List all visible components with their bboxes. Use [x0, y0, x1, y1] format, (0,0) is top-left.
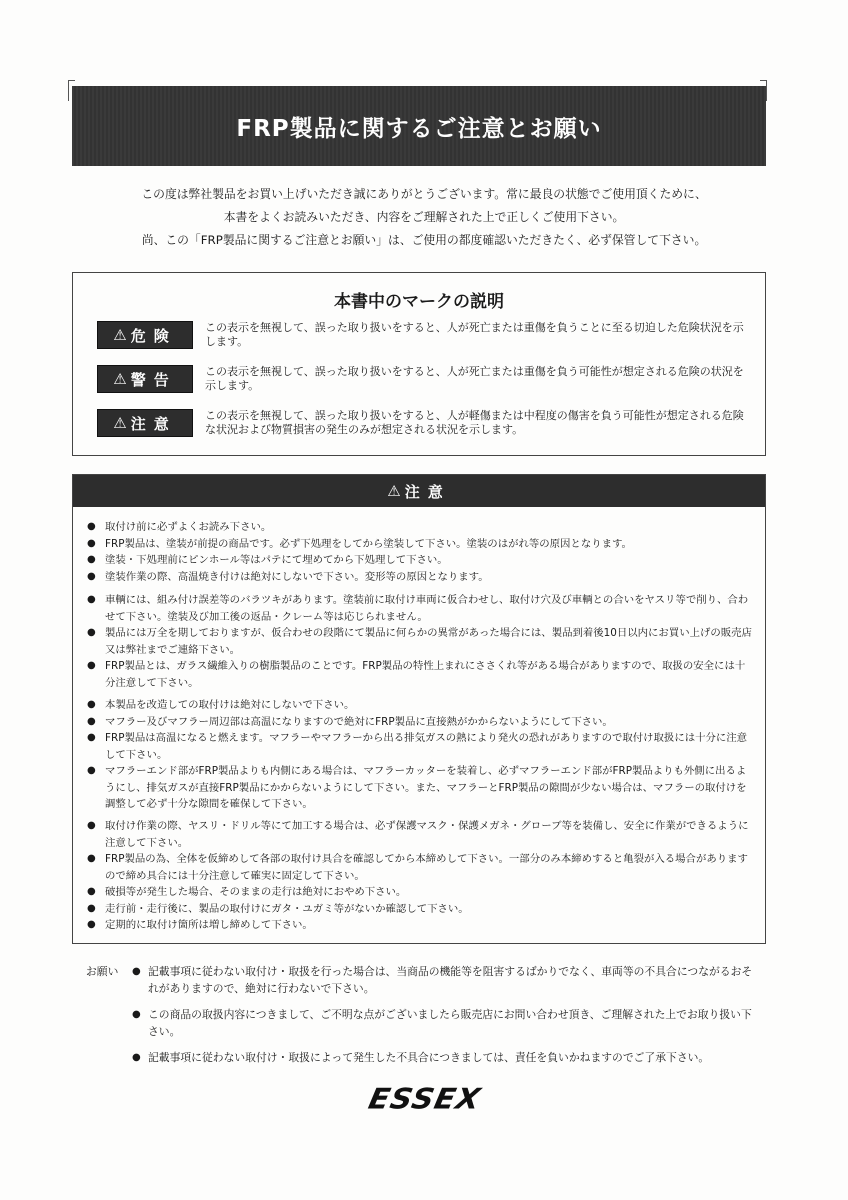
title-banner: [72, 86, 766, 166]
list-item: ● 取付け前に必ずよくお読み下さい。: [87, 519, 755, 536]
intro-line: この度は弊社製品をお買い上げいただき誠にありがとうございます。常に最良の状態でご使用頂くために、: [141, 187, 707, 201]
badge-label: 注意: [130, 414, 177, 433]
warning-badge: [97, 365, 193, 393]
list-item: ● FRP製品の為、全体を仮締めして各部の取付け具合を確認してから本締めして下さい。一部分のみ本締めすると亀裂が入る場合がありますので締め具合には十分注意して確実に固定して下さい。: [87, 851, 755, 884]
list-item: ● 塗装作業の際、高温焼き付けは絶対にしないで下さい。変形等の原因となります。: [87, 569, 755, 586]
mark-description: この表示を無視して、誤った取り扱いをすると、人が死亡または重傷を負う可能性が想定される危険の状況を示します。: [205, 365, 744, 392]
list-item: ● FRP製品は、塗装が前提の商品です。必ず下処理をしてから塗装して下さい。塗装のはがれ等の原因となります。: [87, 536, 755, 553]
caution-group-2: [87, 592, 755, 691]
mark-description: この表示を無視して、誤った取り扱いをすると、人が軽傷または中程度の傷害を負う可能性が想定される危険な状況および物質損害の発生のみが想定される状況を示します。: [205, 409, 744, 436]
list-item: ● FRP製品とは、ガラス繊維入りの樹脂製品のことです。FRP製品の特性上まれにささくれ等がある場合がありますので、取扱の安全には十分注意して下さい。: [87, 658, 755, 691]
warning-triangle-icon: ⚠: [113, 326, 127, 344]
caution-group-4: [87, 818, 755, 934]
intro-line: 尚、この「FRP製品に関するご注意とお願い」は、ご使用の都度確認いただきたく、必ず保管して下さい。: [141, 233, 707, 247]
mark-explanation-box: [72, 272, 766, 456]
intro-line: 本書をよくお読みいただき、内容をご理解された上で正しくご使用下さい。: [223, 210, 625, 224]
list-item: ● マフラー及びマフラー周辺部は高温になりますので絶対にFRP製品に直接熱がかからないようにして下さい。: [87, 714, 755, 731]
request-list: [132, 963, 762, 1075]
list-item: ● 取付け作業の際、ヤスリ・ドリル等にて加工する場合は、必ず保護マスク・保護メガネ・グローブ等を装備し、安全に作業ができるように注意して下さい。: [87, 818, 755, 851]
list-item: ● この商品の取扱内容につきまして、ご不明な点がございましたら販売店にお問い合わせ頂き、ご理解された上でお取り扱い下さい。: [132, 1006, 762, 1040]
caution-box: [72, 474, 766, 944]
mark-row-danger: [97, 321, 747, 349]
caution-header: [73, 475, 765, 507]
warning-triangle-icon: ⚠: [387, 482, 401, 500]
list-item: ● マフラーエンド部がFRP製品よりも内側にある場合は、マフラーカッターを装着し、必ずマフラーエンド部がFRP製品よりも外側に出るようにし、排気ガスが直接FRP製品にかからないようにして下さい。また、マフラーとFRP製品の隙間が少ない場合は、マフラーの取付けを調整して必ず十分な隙間を確保して下さい。: [87, 763, 755, 813]
list-item: ● FRP製品は高温になると燃えます。マフラーやマフラーから出る排気ガスの熱により発火の恐れがありますので取付け取扱には十分に注意して下さい。: [87, 730, 755, 763]
list-item: ● 記載事項に従わない取付け・取扱によって発生した不具合につきましては、責任を負いかねますのでご了承下さい。: [132, 1049, 762, 1066]
warning-triangle-icon: ⚠: [113, 414, 127, 432]
list-item: ● 破損等が発生した場合、そのままの走行は絶対におやめ下さい。: [87, 884, 755, 901]
list-item: ● 本製品を改造しての取付けは絶対にしないで下さい。: [87, 697, 755, 714]
danger-badge: [97, 321, 193, 349]
page-title: FRP製品に関するご注意とお願い: [236, 115, 602, 142]
caution-badge: [97, 409, 193, 437]
badge-label: 警告: [130, 370, 177, 389]
mark-row-warning: [97, 365, 747, 393]
mark-row-caution: [97, 409, 747, 437]
intro-text: [72, 183, 776, 252]
list-item: ● 車輌には、組み付け誤差等のバラツキがあります。塗装前に取付け車両に仮合わせし、取付け穴及び車輌との合いをヤスリ等で削り、合わせて下さい。塗装及び加工後の返品・クレーム等は応じられません。: [87, 592, 755, 625]
caution-group-3: [87, 697, 755, 813]
caution-heading: 注意: [404, 482, 451, 501]
warning-triangle-icon: ⚠: [113, 370, 127, 388]
list-item: ● 塗装・下処理前にピンホール等はパテにて埋めてから下処理して下さい。: [87, 552, 755, 569]
badge-label: 危険: [130, 326, 177, 345]
list-item: ● 記載事項に従わない取付け・取扱を行った場合は、当商品の機能等を阻害するばかりでなく、車両等の不具合につながるおそれがありますので、絶対に行わないで下さい。: [132, 963, 762, 997]
caution-group-1: [87, 519, 755, 585]
logo-text: ESSEX: [365, 1082, 485, 1116]
mark-description: この表示を無視して、誤った取り扱いをすると、人が死亡または重傷を負うことに至る切迫した危険状況を示します。: [205, 321, 744, 348]
brand-logo: [350, 1082, 500, 1116]
request-label: お願い: [86, 965, 119, 978]
list-item: ● 定期的に取付け箇所は増し締めして下さい。: [87, 917, 755, 934]
mark-heading: 本書中のマークの説明: [334, 292, 504, 312]
list-item: ● 走行前・走行後に、製品の取付けにガタ・ユガミ等がないか確認して下さい。: [87, 901, 755, 918]
list-item: ● 製品には万全を期しておりますが、仮合わせの段階にて製品に何らかの異常があった場合には、製品到着後10日以内にお買い上げの販売店又は弊社までご連絡下さい。: [87, 625, 755, 658]
